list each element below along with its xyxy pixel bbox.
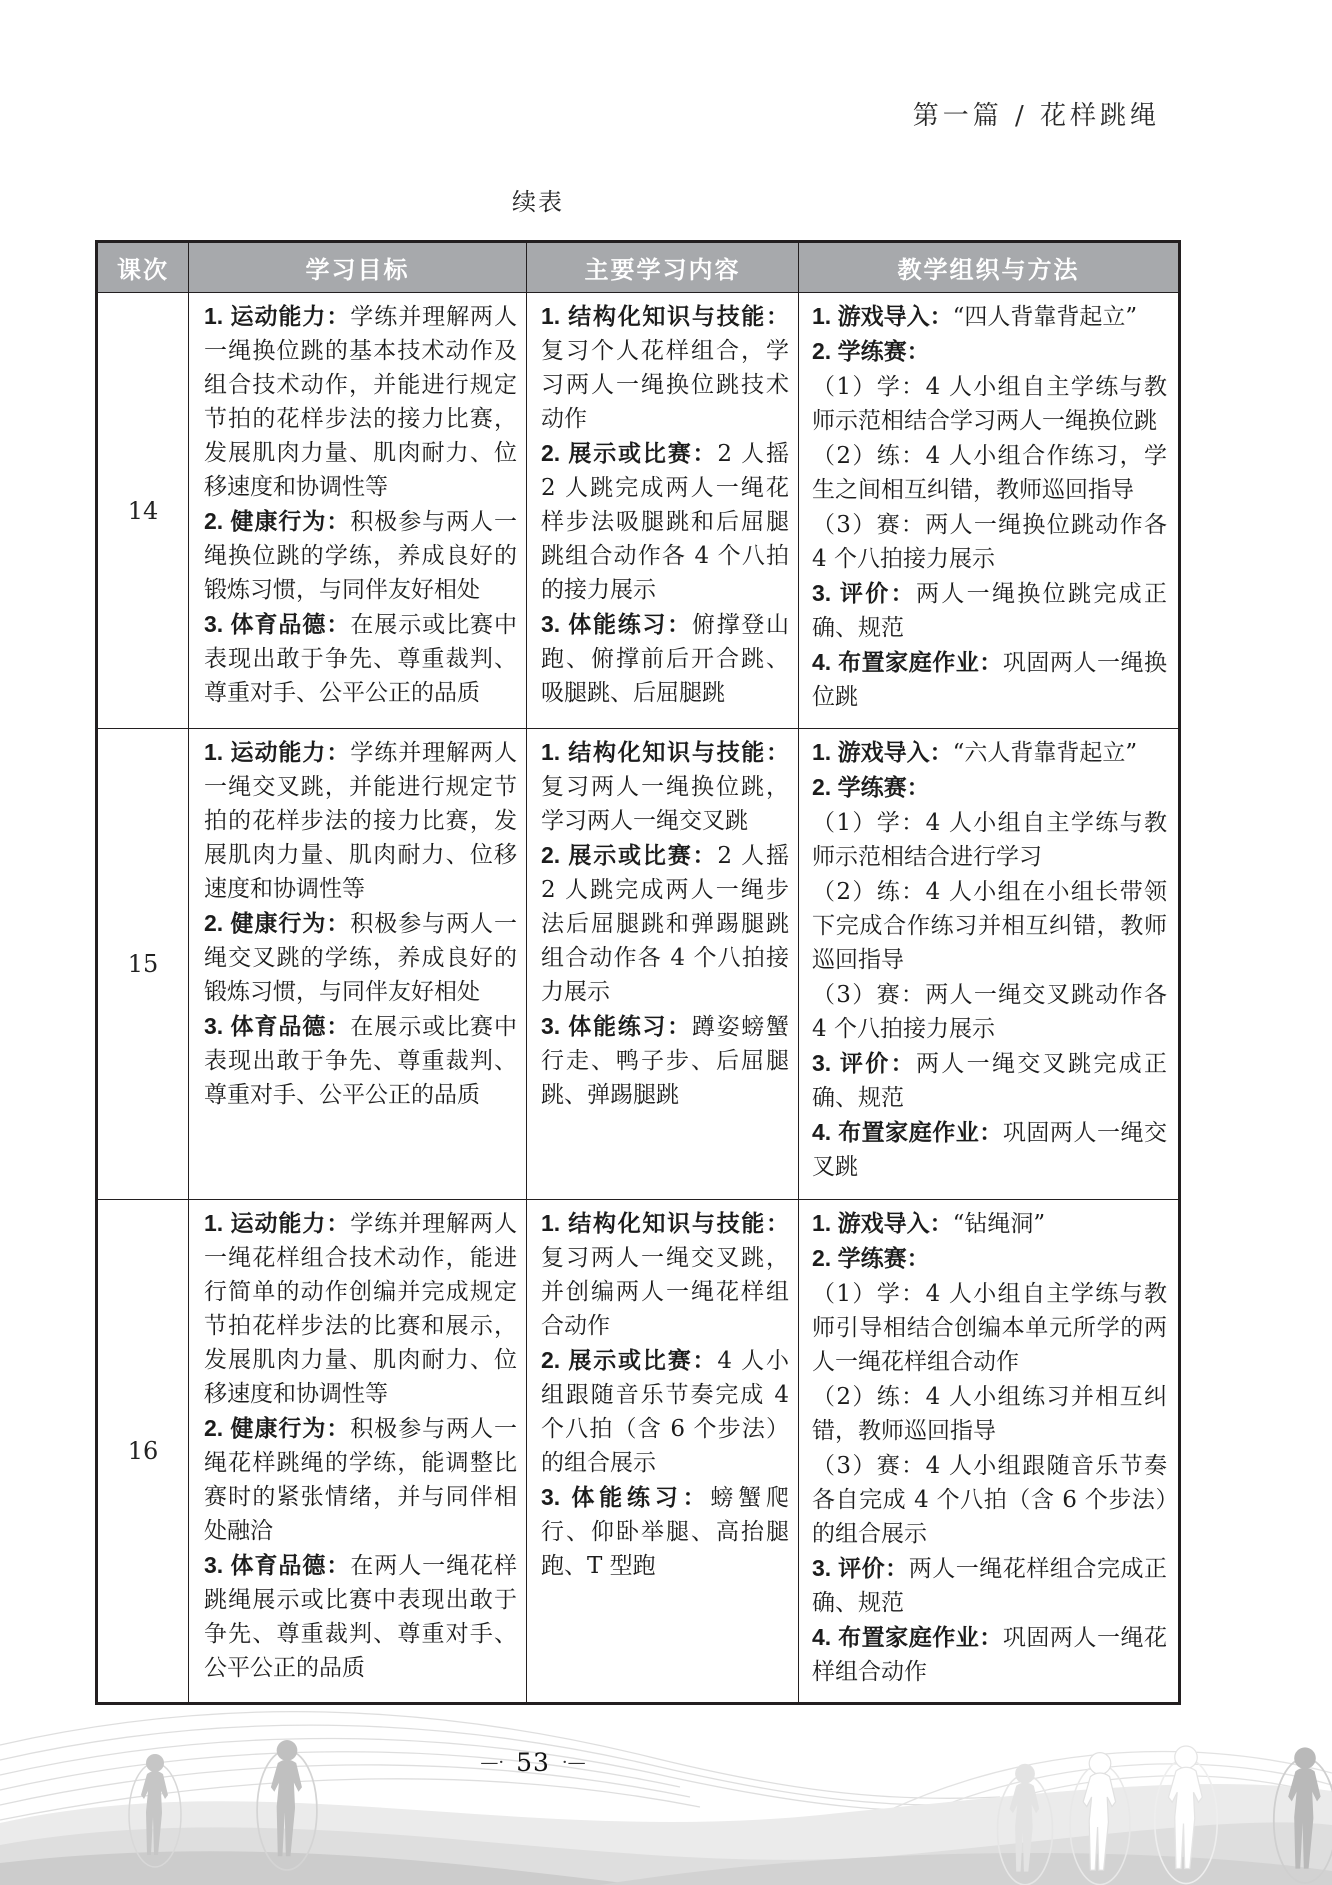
- content-cell: [527, 729, 799, 1200]
- column-header-objectives: 学习目标: [189, 242, 527, 293]
- item-label: 4. 布置家庭作业：: [812, 1119, 1003, 1145]
- item-label: 1. 结构化知识与技能：: [541, 739, 789, 765]
- text-item: [204, 1548, 517, 1685]
- text-item: [812, 507, 1167, 576]
- objectives-cell: [189, 293, 527, 729]
- item-text: “六人背靠背起立”: [952, 740, 1138, 766]
- item-label: 4. 布置家庭作业：: [812, 1624, 1003, 1650]
- text-item: [541, 1343, 789, 1480]
- methods-cell: [799, 729, 1180, 1200]
- page-number-ornament-right: ·—: [561, 1752, 586, 1773]
- content-cell: [527, 293, 799, 729]
- lesson-schedule-table: [95, 240, 1181, 1705]
- text-item: [812, 645, 1167, 714]
- methods-cell: [799, 1200, 1180, 1704]
- page-number-value: 53: [516, 1748, 550, 1777]
- text-item: [812, 770, 1167, 805]
- item-label: 3. 评价：: [812, 1555, 909, 1581]
- text-item: [812, 299, 1167, 334]
- item-text: 2 人摇 2 人跳完成两人一绳步法后屈腿跳和弹踢腿跳组合动作各 4 个八拍接力展示: [541, 843, 789, 1005]
- item-label: 3. 体育品德：: [204, 1552, 351, 1578]
- item-text: 两人一绳花样组合完成正确、规范: [812, 1556, 1168, 1616]
- text-item: [812, 334, 1167, 369]
- item-label: 2. 健康行为：: [204, 1415, 351, 1441]
- item-label: 2. 展示或比赛：: [541, 440, 718, 466]
- item-label: 3. 体能练习：: [541, 1484, 711, 1510]
- text-item: [812, 977, 1167, 1046]
- column-header-lesson: 课次: [97, 242, 189, 293]
- text-item: [204, 607, 517, 710]
- footer-decoration: [0, 1695, 1332, 1885]
- item-text: 积极参与两人一绳换位跳的学练，养成良好的锻炼习惯，与同伴友好相处: [204, 509, 518, 603]
- text-item: [812, 369, 1167, 438]
- text-item: [812, 1379, 1167, 1448]
- item-text: （2）练：4 人小组在小组长带领下完成合作练习并相互纠错，教师巡回指导: [812, 879, 1167, 973]
- item-text: （3）赛：两人一绳交叉跳动作各 4 个八拍接力展示: [812, 982, 1167, 1042]
- text-item: [541, 735, 789, 838]
- item-text: 学练并理解两人一绳交叉跳，并能进行规定节拍的花样步法的接力比赛，发展肌肉力量、肌肉耐力、位移速度和协调性等: [204, 740, 518, 902]
- item-text: 在展示或比赛中表现出敢于争先、尊重裁判、尊重对手、公平公正的品质: [204, 612, 518, 706]
- item-text: 学练并理解两人一绳花样组合技术动作，能进行简单的动作创编并完成规定节拍花样步法的比赛和展示，发展肌肉力量、肌肉耐力、位移速度和协调性等: [204, 1211, 518, 1407]
- item-label: 3. 体能练习：: [541, 611, 692, 637]
- text-item: [812, 1206, 1167, 1241]
- objectives-cell: [189, 729, 527, 1200]
- item-text: （3）赛：4 人小组跟随音乐节奏各自完成 4 个八拍（含 6 个步法）的组合展示: [812, 1453, 1167, 1547]
- item-text: 螃蟹爬行、仰卧举腿、高抬腿跑、T 型跑: [541, 1485, 789, 1579]
- item-label: 3. 体育品德：: [204, 1013, 351, 1039]
- table-row: [97, 1200, 1180, 1704]
- item-label: 1. 游戏导入：: [812, 1210, 953, 1236]
- text-item: [204, 1009, 517, 1112]
- item-label: 2. 学练赛：: [812, 338, 930, 364]
- text-item: [204, 299, 517, 504]
- item-text: 两人一绳交叉跳完成正确、规范: [812, 1051, 1167, 1111]
- page-number-ornament-left: —·: [480, 1752, 505, 1773]
- item-text: 复习两人一绳交叉跳，并创编两人一绳花样组合动作: [541, 1245, 789, 1339]
- table-row: [97, 729, 1180, 1200]
- item-text: 俯撑登山跑、俯撑前后开合跳、吸腿跳、后屈腿跳: [541, 612, 790, 706]
- text-item: [541, 299, 789, 436]
- item-label: 3. 体能练习：: [541, 1013, 692, 1039]
- item-text: 在展示或比赛中表现出敢于争先、尊重裁判、尊重对手、公平公正的品质: [204, 1014, 518, 1108]
- item-label: 2. 学练赛：: [812, 774, 930, 800]
- breadcrumb: 第一篇 / 花样跳绳: [912, 101, 1160, 131]
- item-label: 2. 展示或比赛：: [541, 842, 718, 868]
- item-label: 1. 运动能力：: [204, 739, 351, 765]
- text-item: [812, 1115, 1167, 1184]
- item-text: 2 人摇 2 人跳完成两人一绳花样步法吸腿跳和后屈腿跳组合动作各 4 个八拍的接力展示: [541, 441, 789, 603]
- column-header-content: 主要学习内容: [527, 242, 799, 293]
- lesson-number: 16: [97, 1200, 189, 1704]
- item-text: 复习两人一绳换位跳，学习两人一绳交叉跳: [541, 774, 789, 834]
- text-item: [812, 1620, 1167, 1689]
- item-label: 3. 评价：: [812, 1050, 916, 1076]
- item-text: 两人一绳换位跳完成正确、规范: [812, 581, 1167, 641]
- objectives-cell: [189, 1200, 527, 1704]
- text-item: [541, 1206, 789, 1343]
- item-label: 1. 游戏导入：: [812, 303, 953, 329]
- item-label: 2. 健康行为：: [204, 508, 351, 534]
- item-text: （1）学：4 人小组自主学练与教师示范相结合学习两人一绳换位跳: [812, 374, 1167, 434]
- text-item: [204, 1206, 517, 1411]
- table-caption: 续表: [512, 188, 564, 216]
- text-item: [541, 1480, 789, 1583]
- item-label: 1. 结构化知识与技能：: [541, 303, 789, 329]
- item-text: “四人背靠背起立”: [952, 304, 1138, 330]
- text-item: [204, 735, 517, 906]
- text-item: [812, 805, 1167, 874]
- table-row: [97, 293, 1180, 729]
- item-label: 1. 运动能力：: [204, 303, 351, 329]
- text-item: [812, 735, 1167, 770]
- item-label: 1. 结构化知识与技能：: [541, 1210, 789, 1236]
- item-label: 2. 健康行为：: [204, 910, 351, 936]
- table-header-row: [97, 242, 1180, 293]
- text-item: [541, 607, 789, 710]
- item-label: 2. 展示或比赛：: [541, 1347, 718, 1373]
- text-item: [812, 1046, 1167, 1115]
- item-text: （1）学：4 人小组自主学练与教师引导相结合创编本单元所学的两人一绳花样组合动作: [812, 1281, 1167, 1375]
- item-label: 2. 学练赛：: [812, 1245, 930, 1271]
- text-item: [812, 874, 1167, 977]
- item-text: 蹲姿螃蟹行走、鸭子步、后屈腿跳、弹踢腿跳: [541, 1014, 790, 1108]
- item-text: 复习个人花样组合，学习两人一绳换位跳技术动作: [541, 338, 789, 432]
- item-text: （2）练：4 人小组练习并相互纠错，教师巡回指导: [812, 1384, 1167, 1444]
- column-header-methods: 教学组织与方法: [799, 242, 1180, 293]
- text-item: [541, 1009, 789, 1112]
- item-text: 学练并理解两人一绳换位跳的基本技术动作及组合技术动作，并能进行规定节拍的花样步法的接力比赛，发展肌肉力量、肌肉耐力、位移速度和协调性等: [204, 304, 518, 500]
- page-number: [433, 1748, 633, 1777]
- item-text: （1）学：4 人小组自主学练与教师示范相结合进行学习: [812, 810, 1167, 870]
- content-cell: [527, 1200, 799, 1704]
- item-label: 3. 体育品德：: [204, 611, 351, 637]
- item-label: 3. 评价：: [812, 580, 916, 606]
- item-label: 1. 运动能力：: [204, 1210, 351, 1236]
- item-text: （2）练：4 人小组合作练习，学生之间相互纠错，教师巡回指导: [812, 443, 1167, 503]
- text-item: [812, 576, 1167, 645]
- item-text: 巩固两人一绳交叉跳: [812, 1120, 1168, 1180]
- item-label: 4. 布置家庭作业：: [812, 649, 1003, 675]
- text-item: [812, 1448, 1167, 1551]
- text-item: [812, 1551, 1167, 1620]
- text-item: [541, 436, 789, 607]
- methods-cell: [799, 293, 1180, 729]
- text-item: [204, 906, 517, 1009]
- text-item: [812, 1241, 1167, 1276]
- item-text: 4 人小组跟随音乐节奏完成 4 个八拍（含 6 个步法）的组合展示: [541, 1348, 789, 1476]
- item-text: 在两人一绳花样跳绳展示或比赛中表现出敢于争先、尊重裁判、尊重对手、公平公正的品质: [204, 1553, 518, 1681]
- text-item: [812, 438, 1167, 507]
- lesson-number: 14: [97, 293, 189, 729]
- text-item: [541, 838, 789, 1009]
- item-text: （3）赛：两人一绳换位跳动作各 4 个八拍接力展示: [812, 512, 1167, 572]
- item-text: 积极参与两人一绳交叉跳的学练，养成良好的锻炼习惯，与同伴友好相处: [204, 911, 518, 1005]
- text-item: [812, 1276, 1167, 1379]
- item-text: 巩固两人一绳换位跳: [812, 650, 1168, 710]
- item-text: “钻绳洞”: [952, 1211, 1046, 1237]
- item-text: 积极参与两人一绳花样跳绳的学练，能调整比赛时的紧张情绪，并与同伴相处融洽: [204, 1416, 518, 1544]
- item-text: 巩固两人一绳花样组合动作: [812, 1625, 1168, 1685]
- lesson-number: 15: [97, 729, 189, 1200]
- text-item: [204, 1411, 517, 1548]
- text-item: [204, 504, 517, 607]
- item-label: 1. 游戏导入：: [812, 739, 953, 765]
